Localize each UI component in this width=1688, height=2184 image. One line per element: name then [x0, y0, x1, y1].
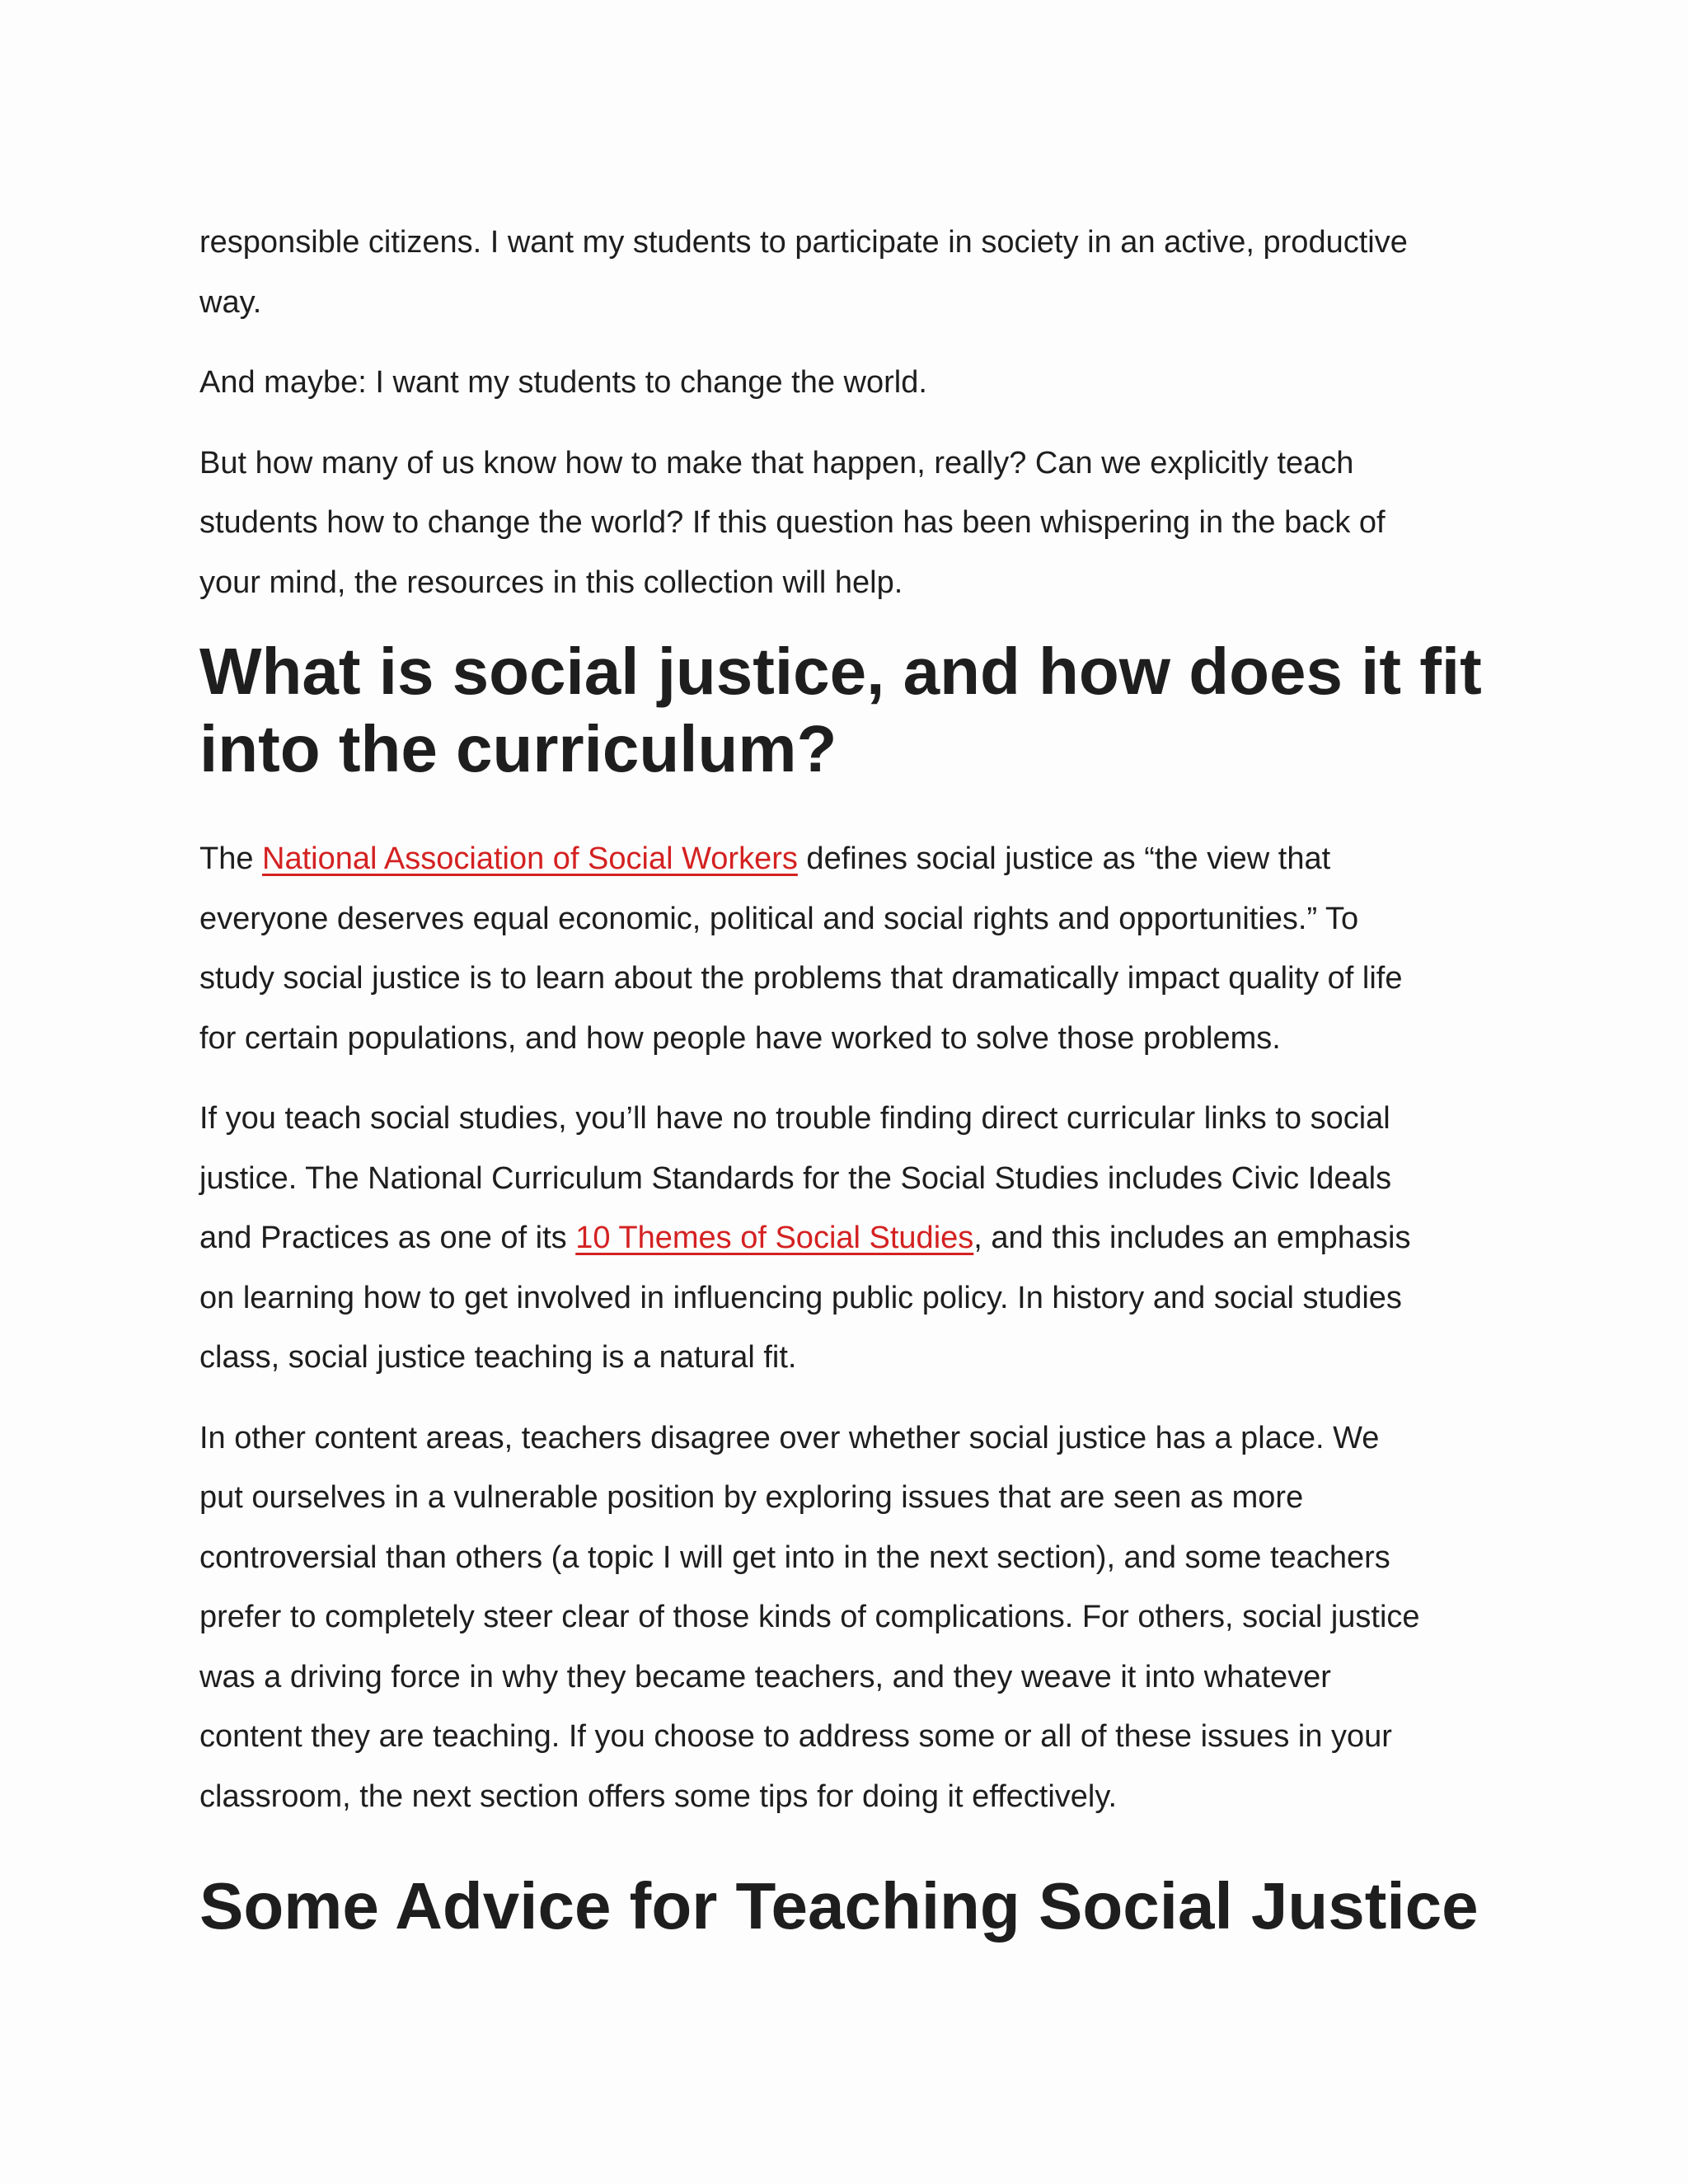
heading-line: Some Advice for Teaching Social Justice [199, 1869, 1479, 1943]
paragraph [199, 1089, 1502, 1388]
section-heading [199, 633, 1502, 788]
paragraph [199, 213, 1502, 332]
text-line: everyone deserves equal economic, political and social rights and opportunities.” To [199, 901, 1359, 936]
paragraph [199, 353, 1502, 413]
paragraph [199, 829, 1502, 1068]
text-segment: defines social justice as “the view that [797, 841, 1331, 876]
text-segment: The [199, 841, 263, 876]
paragraph [199, 434, 1502, 613]
text-segment: and Practices as one of its [199, 1221, 576, 1255]
text-line: was a driving force in why they became teachers, and they weave it into whatever [199, 1659, 1331, 1694]
text-line [199, 829, 1502, 889]
text-segment: , and this includes an emphasis [973, 1221, 1411, 1255]
text-line: on learning how to get involved in influencing public policy. In history and social studies [199, 1280, 1402, 1315]
document-page [199, 213, 1502, 1945]
paragraph [199, 1408, 1502, 1827]
text-line: way. [199, 284, 262, 320]
nasw-link[interactable]: National Association of Social Workers [262, 841, 798, 876]
text-line: students how to change the world? If this question has been whispering in the back of [199, 505, 1386, 540]
text-line: class, social justice teaching is a natural fit. [199, 1340, 797, 1375]
text-line: study social justice is to learn about the problems that dramatically impact quality of life [199, 961, 1403, 996]
text-line: If you teach social studies, you’ll have no trouble finding direct curricular links to social [199, 1101, 1390, 1136]
heading-line: into the curriculum? [199, 712, 837, 785]
text-line: justice. The National Curriculum Standards for the Social Studies includes Civic Ideals [199, 1160, 1392, 1196]
text-line: prefer to completely steer clear of those kinds of complications. For others, social justice [199, 1600, 1420, 1634]
section-heading [199, 1868, 1502, 1945]
text-line: for certain populations, and how people have worked to solve those problems. [199, 1020, 1281, 1056]
heading-line: What is social justice, and how does it fit [199, 635, 1482, 708]
social-studies-themes-link[interactable]: 10 Themes of Social Studies [575, 1221, 974, 1255]
text-line: responsible citizens. I want my students to participate in society in an active, productive [199, 225, 1408, 260]
text-line: And maybe: I want my students to change the world. [199, 365, 927, 400]
text-line: classroom, the next section offers some tips for doing it effectively. [199, 1779, 1118, 1814]
text-line [199, 1208, 1502, 1268]
text-line: controversial than others (a topic I will get into in the next section), and some teachers [199, 1540, 1390, 1575]
text-line: content they are teaching. If you choose to address some or all of these issues in your [199, 1719, 1392, 1754]
text-line: your mind, the resources in this collection will help. [199, 565, 903, 600]
text-line: In other content areas, teachers disagree over whether social justice has a place. We [199, 1420, 1380, 1455]
text-line: But how many of us know how to make that happen, really? Can we explicitly teach [199, 445, 1354, 480]
text-line: put ourselves in a vulnerable position by exploring issues that are seen as more [199, 1480, 1304, 1515]
